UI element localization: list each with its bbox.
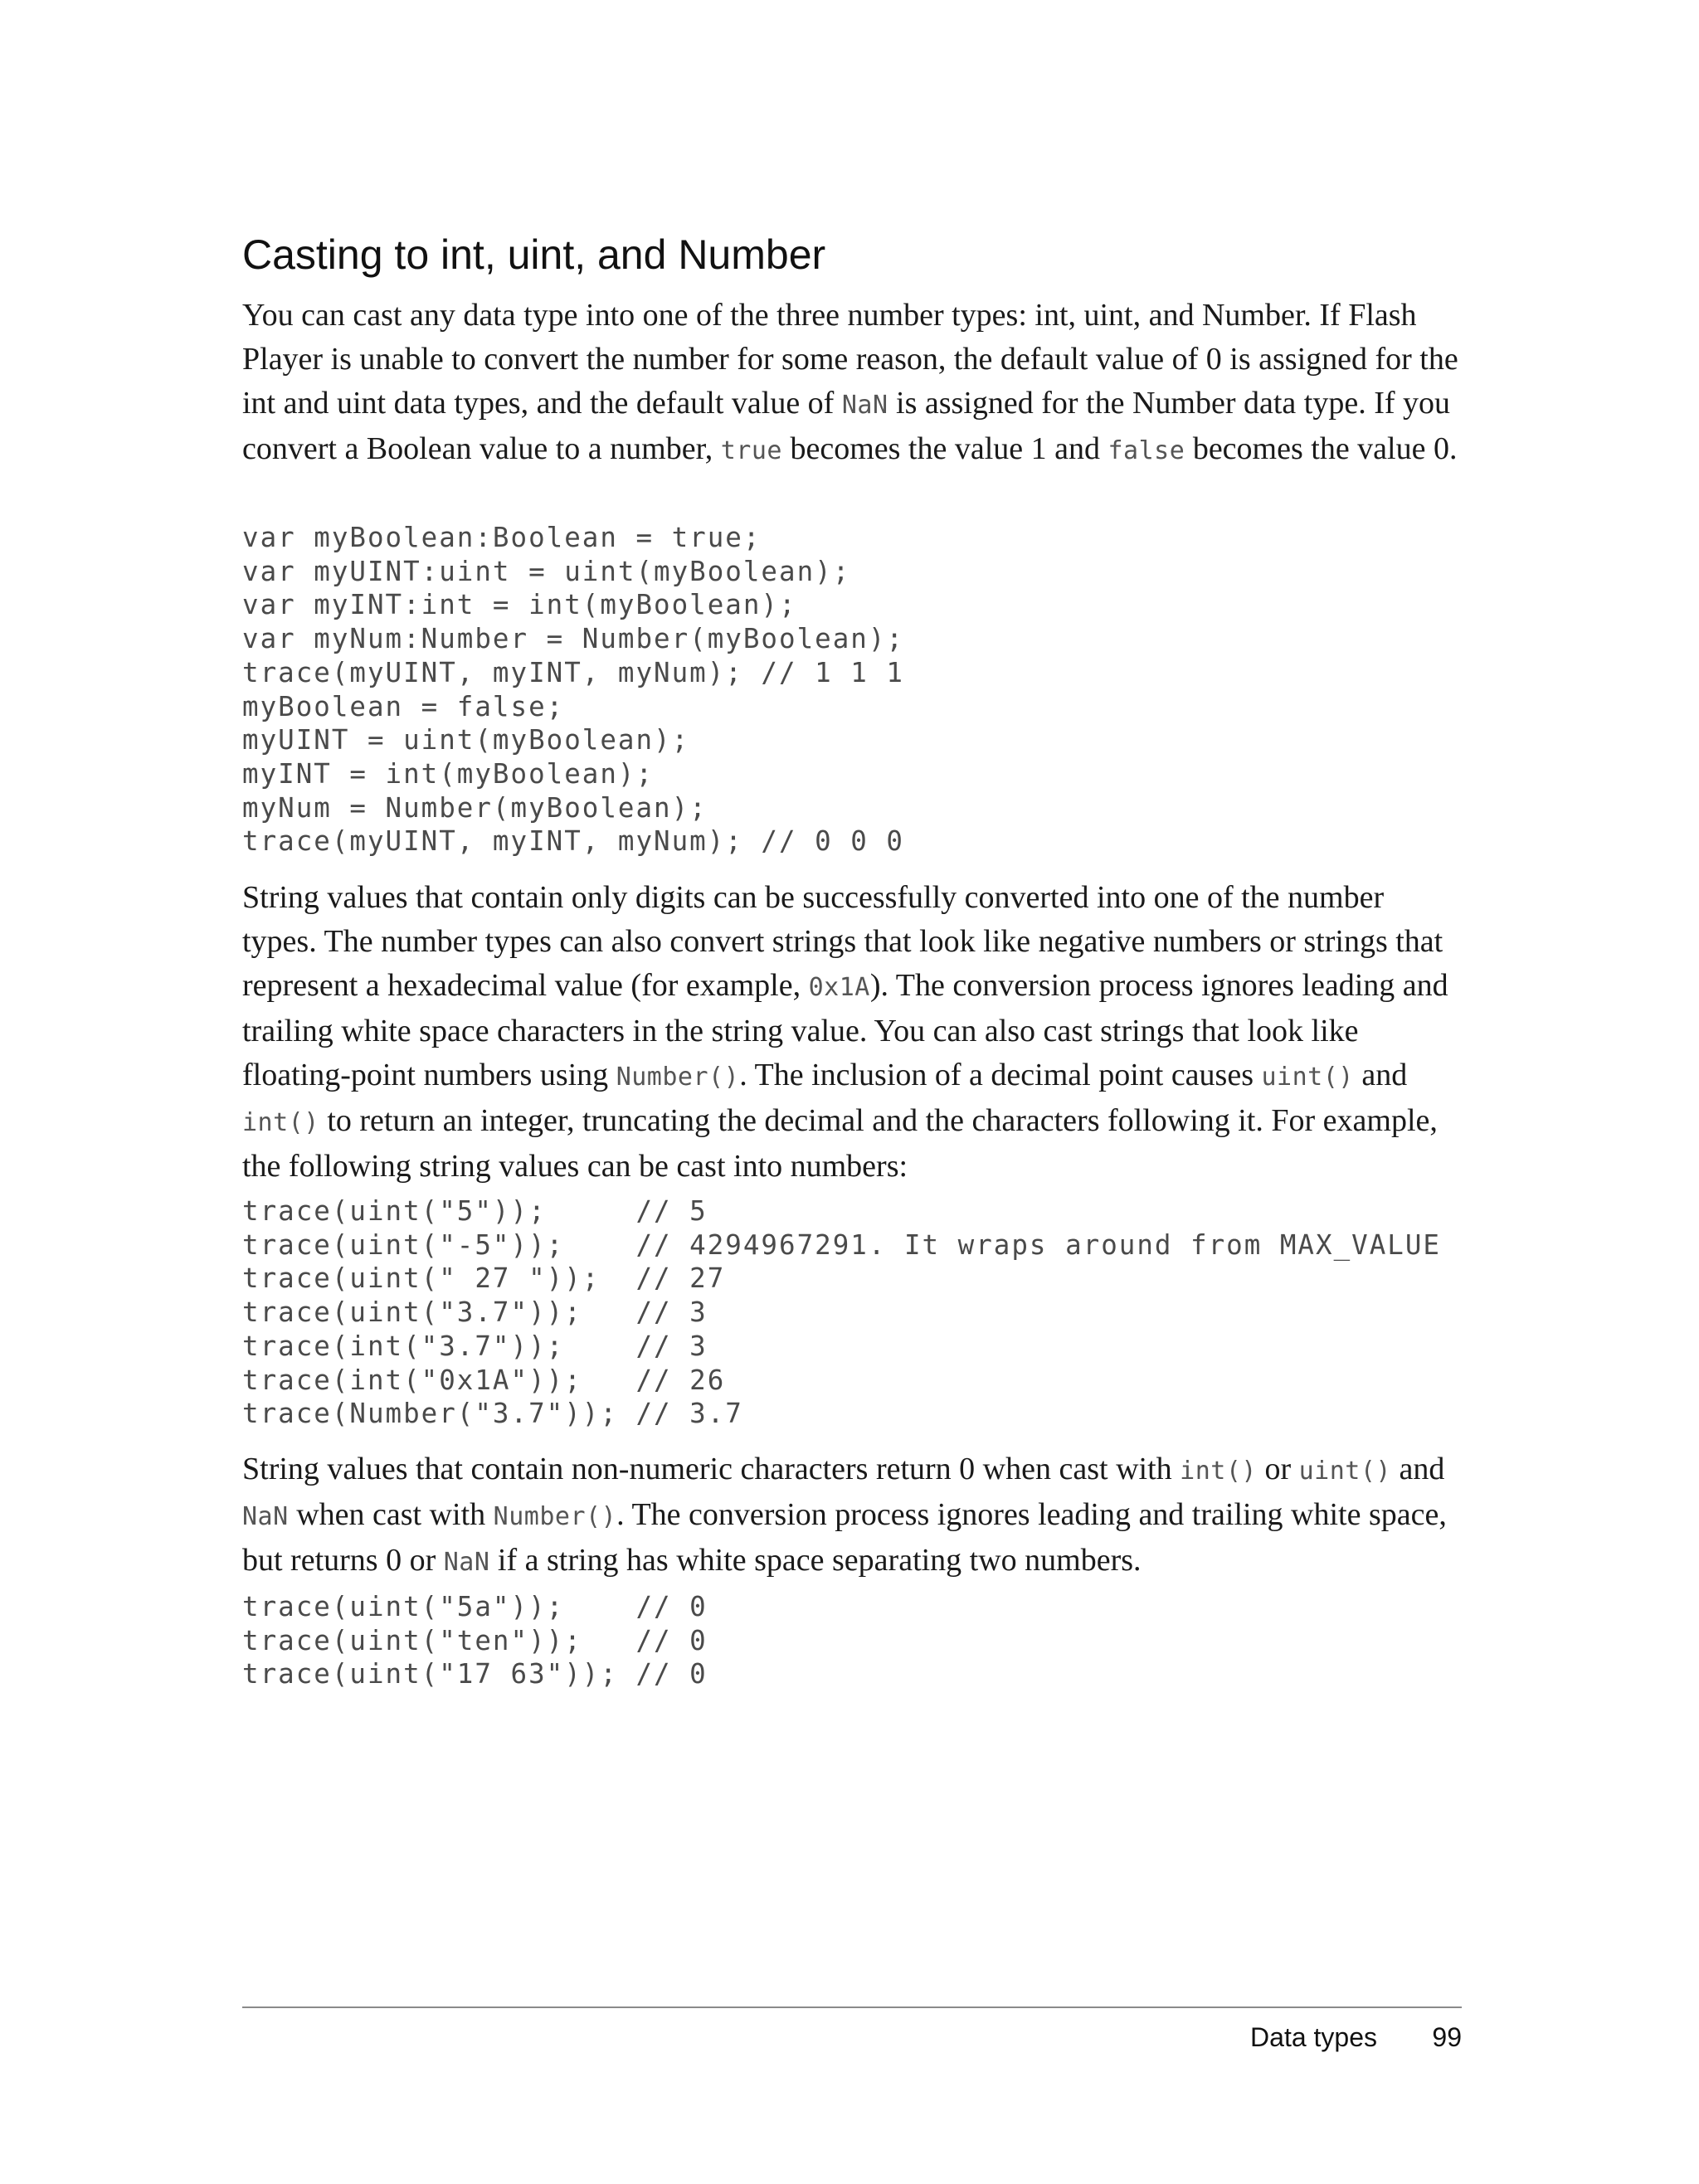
code-line: var myINT:int = int(myBoolean); — [242, 589, 797, 621]
code-line: trace(uint("3.7")); // 3 — [242, 1296, 708, 1329]
paragraph-string-conversion — [242, 876, 1462, 1189]
text-run: String values that contain non-numeric characters return 0 when cast with — [242, 1452, 1181, 1486]
code-line: trace(int("0x1A")); // 26 — [242, 1364, 726, 1396]
inline-code: int() — [242, 1108, 319, 1137]
code-line: trace(uint("17 63")); // 0 — [242, 1658, 708, 1690]
footer-page-number: 99 — [1432, 2022, 1462, 2052]
inline-code: true — [720, 436, 782, 465]
inline-code: Number() — [493, 1502, 617, 1531]
text-run: You can cast any data type into one of the three number types: int, uint, and Number. If Flash Player is unable to convert the number for some reason, the default value of 0 is assigned for the int and uint data types, and the default value of — [242, 298, 1458, 421]
text-run: and — [1390, 1452, 1445, 1486]
code-line: var myBoolean:Boolean = true; — [242, 522, 762, 553]
text-run: to return an integer, truncating the decimal and the characters following it. For example, the following string values can be cast into numbers: — [242, 1103, 1438, 1184]
code-line: trace(uint("-5")); // 4294967291. It wraps around from MAX_VALUE — [242, 1228, 1441, 1261]
code-line: var myUINT:uint = uint(myBoolean); — [242, 555, 851, 587]
code-line: myNum = Number(myBoolean); — [242, 791, 708, 824]
inline-code: int() — [1180, 1457, 1257, 1486]
code-line: trace(Number("3.7")); // 3.7 — [242, 1398, 743, 1430]
text-run: String values that contain only digits can be successfully converted into one of the number types. The number types can also convert strings that look like negative numbers or strings that represent a hexadecimal value (for example, — [242, 880, 1443, 1003]
code-line: myINT = int(myBoolean); — [242, 757, 655, 790]
paragraph-non-numeric — [242, 1447, 1462, 1584]
text-run: . The inclusion of a decimal point causes — [739, 1058, 1262, 1092]
inline-code: false — [1108, 436, 1185, 465]
code-line: trace(uint("5a")); // 0 — [242, 1591, 708, 1622]
text-run: . The conversion process ignores leading and trailing white space, but returns 0 or — [242, 1497, 1447, 1578]
inline-code: Number() — [616, 1063, 740, 1092]
text-run: becomes the value 0. — [1185, 431, 1458, 466]
code-line: myBoolean = false; — [242, 690, 565, 722]
text-run: and — [1353, 1058, 1408, 1092]
code-block-boolean-cast — [242, 521, 1462, 859]
code-line: myUINT = uint(myBoolean); — [242, 724, 690, 756]
inline-code: uint() — [1298, 1457, 1391, 1486]
text-run: is assigned for the Number data type. If you convert a Boolean value to a number, — [242, 386, 1451, 466]
inline-code: NaN — [242, 1502, 289, 1531]
code-block-non-numeric — [242, 1590, 1462, 1691]
inline-code: NaN — [841, 391, 888, 420]
footer-section-title: Data types — [1250, 2022, 1377, 2052]
footer-rule — [242, 2006, 1462, 2008]
code-line: trace(int("3.7")); // 3 — [242, 1330, 708, 1362]
inline-code: uint() — [1261, 1063, 1354, 1092]
paragraph-casting-intro — [242, 294, 1462, 473]
inline-code: NaN — [443, 1548, 490, 1577]
code-line: var myNum:Number = Number(myBoolean); — [242, 623, 904, 655]
text-run: if a string has white space separating two numbers. — [489, 1543, 1142, 1578]
code-line: trace(myUINT, myINT, myNum); // 1 1 1 — [242, 656, 904, 688]
text-run: when cast with — [288, 1497, 494, 1532]
code-line: trace(myUINT, myINT, myNum); // 0 0 0 — [242, 825, 904, 858]
code-line: trace(uint("5")); // 5 — [242, 1195, 708, 1227]
text-run: becomes the value 1 and — [781, 431, 1108, 466]
code-line: trace(uint(" 27 ")); // 27 — [242, 1262, 726, 1295]
code-block-string-cast — [242, 1194, 1462, 1431]
text-run: ). The conversion process ignores leading and trailing white space characters in the string value. You can also cast strings that look like floating-point numbers using — [242, 968, 1448, 1092]
text-run: or — [1256, 1452, 1299, 1486]
inline-code: 0x1A — [808, 973, 870, 1002]
section-heading: Casting to int, uint, and Number — [242, 231, 826, 278]
code-line: trace(uint("ten")); // 0 — [242, 1624, 708, 1656]
